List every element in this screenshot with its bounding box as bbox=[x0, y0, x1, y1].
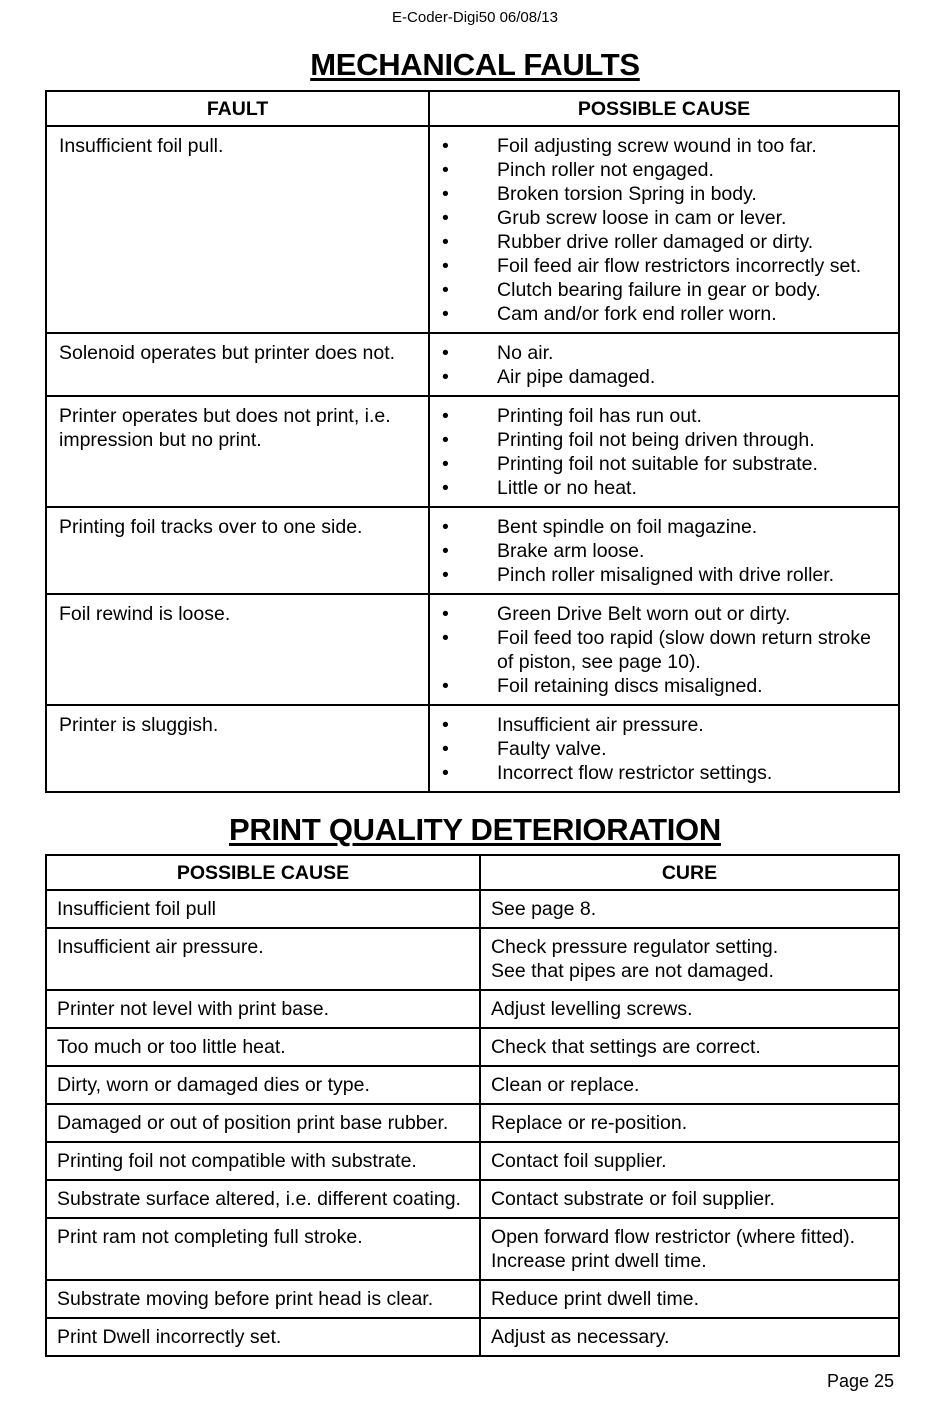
page-number: Page 25 bbox=[826, 1371, 894, 1391]
cure-cell: Check that settings are correct. bbox=[480, 1028, 899, 1066]
fault-cell: Printer operates but does not print, i.e. impression but no print. bbox=[46, 396, 429, 507]
possible-cause-cell: Insufficient foil pull bbox=[46, 890, 480, 928]
document-header: E-Coder-Digi50 06/08/13 bbox=[392, 9, 558, 26]
column-header-possible-cause: POSSIBLE CAUSE bbox=[429, 91, 899, 126]
column-header-cure: CURE bbox=[480, 855, 899, 890]
cause-list bbox=[442, 602, 888, 698]
cause-list-item: • Bent spindle on foil magazine. bbox=[442, 515, 888, 539]
column-header-fault: FAULT bbox=[46, 91, 429, 126]
cause-list-item: • No air. bbox=[442, 341, 888, 365]
cause-list-item: • Foil retaining discs misaligned. bbox=[442, 674, 888, 698]
cure-cell: Clean or replace. bbox=[480, 1066, 899, 1104]
possible-cause-cell bbox=[429, 126, 899, 333]
cure-cell: Contact substrate or foil supplier. bbox=[480, 1180, 899, 1218]
cure-cell: See page 8. bbox=[480, 890, 899, 928]
table-row bbox=[46, 1142, 899, 1180]
fault-cell: Solenoid operates but printer does not. bbox=[46, 333, 429, 396]
cause-list-item: • Pinch roller not engaged. bbox=[442, 158, 888, 182]
cause-list-item: • Brake arm loose. bbox=[442, 539, 888, 563]
table-row bbox=[46, 1028, 899, 1066]
fault-cell: Foil rewind is loose. bbox=[46, 594, 429, 705]
cause-list-item: • Incorrect flow restrictor settings. bbox=[442, 761, 888, 785]
column-header-possible-cause: POSSIBLE CAUSE bbox=[46, 855, 480, 890]
possible-cause-cell bbox=[429, 507, 899, 594]
possible-cause-cell: Damaged or out of position print base rubber. bbox=[46, 1104, 480, 1142]
possible-cause-cell: Insufficient air pressure. bbox=[46, 928, 480, 990]
possible-cause-cell bbox=[429, 396, 899, 507]
possible-cause-cell bbox=[429, 705, 899, 792]
cause-list-item: • Faulty valve. bbox=[442, 737, 888, 761]
cause-list-item: • Little or no heat. bbox=[442, 476, 888, 500]
possible-cause-cell: Substrate moving before print head is clear. bbox=[46, 1280, 480, 1318]
cause-list-item: • Clutch bearing failure in gear or body. bbox=[442, 278, 888, 302]
table-row bbox=[46, 1066, 899, 1104]
table-header-row bbox=[46, 91, 899, 126]
cause-list-item: • Printing foil has run out. bbox=[442, 404, 888, 428]
cause-list bbox=[442, 341, 888, 389]
table-row bbox=[46, 1180, 899, 1218]
cure-cell: Open forward flow restrictor (where fitted). Increase print dwell time. bbox=[480, 1218, 899, 1280]
table-row bbox=[46, 333, 899, 396]
cause-list-item: • Cam and/or fork end roller worn. bbox=[442, 302, 888, 326]
cause-list-item: • Foil adjusting screw wound in too far. bbox=[442, 134, 888, 158]
cause-list bbox=[442, 404, 888, 500]
cure-cell: Adjust levelling screws. bbox=[480, 990, 899, 1028]
cure-cell: Check pressure regulator setting. See that pipes are not damaged. bbox=[480, 928, 899, 990]
table-row bbox=[46, 705, 899, 792]
table-row bbox=[46, 1104, 899, 1142]
table-row bbox=[46, 594, 899, 705]
table-row bbox=[46, 507, 899, 594]
possible-cause-cell: Print ram not completing full stroke. bbox=[46, 1218, 480, 1280]
cause-list-item: • Broken torsion Spring in body. bbox=[442, 182, 888, 206]
fault-cell: Printer is sluggish. bbox=[46, 705, 429, 792]
cure-cell: Reduce print dwell time. bbox=[480, 1280, 899, 1318]
table-row bbox=[46, 1318, 899, 1356]
cure-cell: Replace or re-position. bbox=[480, 1104, 899, 1142]
table-row bbox=[46, 928, 899, 990]
cause-list bbox=[442, 713, 888, 785]
cause-list-item: • Air pipe damaged. bbox=[442, 365, 888, 389]
possible-cause-cell: Substrate surface altered, i.e. different coating. bbox=[46, 1180, 480, 1218]
table-header-row bbox=[46, 855, 899, 890]
cause-list-item: • Foil feed air flow restrictors incorrectly set. bbox=[442, 254, 888, 278]
table-row bbox=[46, 1218, 899, 1280]
cause-list-item: • Grub screw loose in cam or lever. bbox=[442, 206, 888, 230]
cause-list-item: • Insufficient air pressure. bbox=[442, 713, 888, 737]
cause-list-item: • Green Drive Belt worn out or dirty. bbox=[442, 602, 888, 626]
print-quality-title: PRINT QUALITY DETERIORATION bbox=[229, 812, 721, 847]
possible-cause-cell: Printing foil not compatible with substrate. bbox=[46, 1142, 480, 1180]
cure-cell: Adjust as necessary. bbox=[480, 1318, 899, 1356]
print-quality-table bbox=[45, 854, 900, 1357]
table-row bbox=[46, 126, 899, 333]
mechanical-faults-table bbox=[45, 90, 900, 793]
possible-cause-cell: Print Dwell incorrectly set. bbox=[46, 1318, 480, 1356]
table-row bbox=[46, 990, 899, 1028]
table-row bbox=[46, 890, 899, 928]
cause-list bbox=[442, 515, 888, 587]
cause-list-item: • Printing foil not being driven through. bbox=[442, 428, 888, 452]
cause-list-item: • Pinch roller misaligned with drive roller. bbox=[442, 563, 888, 587]
cause-list-item: • Foil feed too rapid (slow down return stroke of piston, see page 10). bbox=[442, 626, 888, 674]
fault-cell: Printing foil tracks over to one side. bbox=[46, 507, 429, 594]
cure-cell: Contact foil supplier. bbox=[480, 1142, 899, 1180]
cause-list-item: • Rubber drive roller damaged or dirty. bbox=[442, 230, 888, 254]
possible-cause-cell: Dirty, worn or damaged dies or type. bbox=[46, 1066, 480, 1104]
possible-cause-cell: Too much or too little heat. bbox=[46, 1028, 480, 1066]
table-row bbox=[46, 396, 899, 507]
fault-cell: Insufficient foil pull. bbox=[46, 126, 429, 333]
possible-cause-cell bbox=[429, 594, 899, 705]
cause-list bbox=[442, 134, 888, 326]
possible-cause-cell: Printer not level with print base. bbox=[46, 990, 480, 1028]
possible-cause-cell bbox=[429, 333, 899, 396]
table-row bbox=[46, 1280, 899, 1318]
cause-list-item: • Printing foil not suitable for substrate. bbox=[442, 452, 888, 476]
mechanical-faults-title: MECHANICAL FAULTS bbox=[310, 47, 640, 82]
